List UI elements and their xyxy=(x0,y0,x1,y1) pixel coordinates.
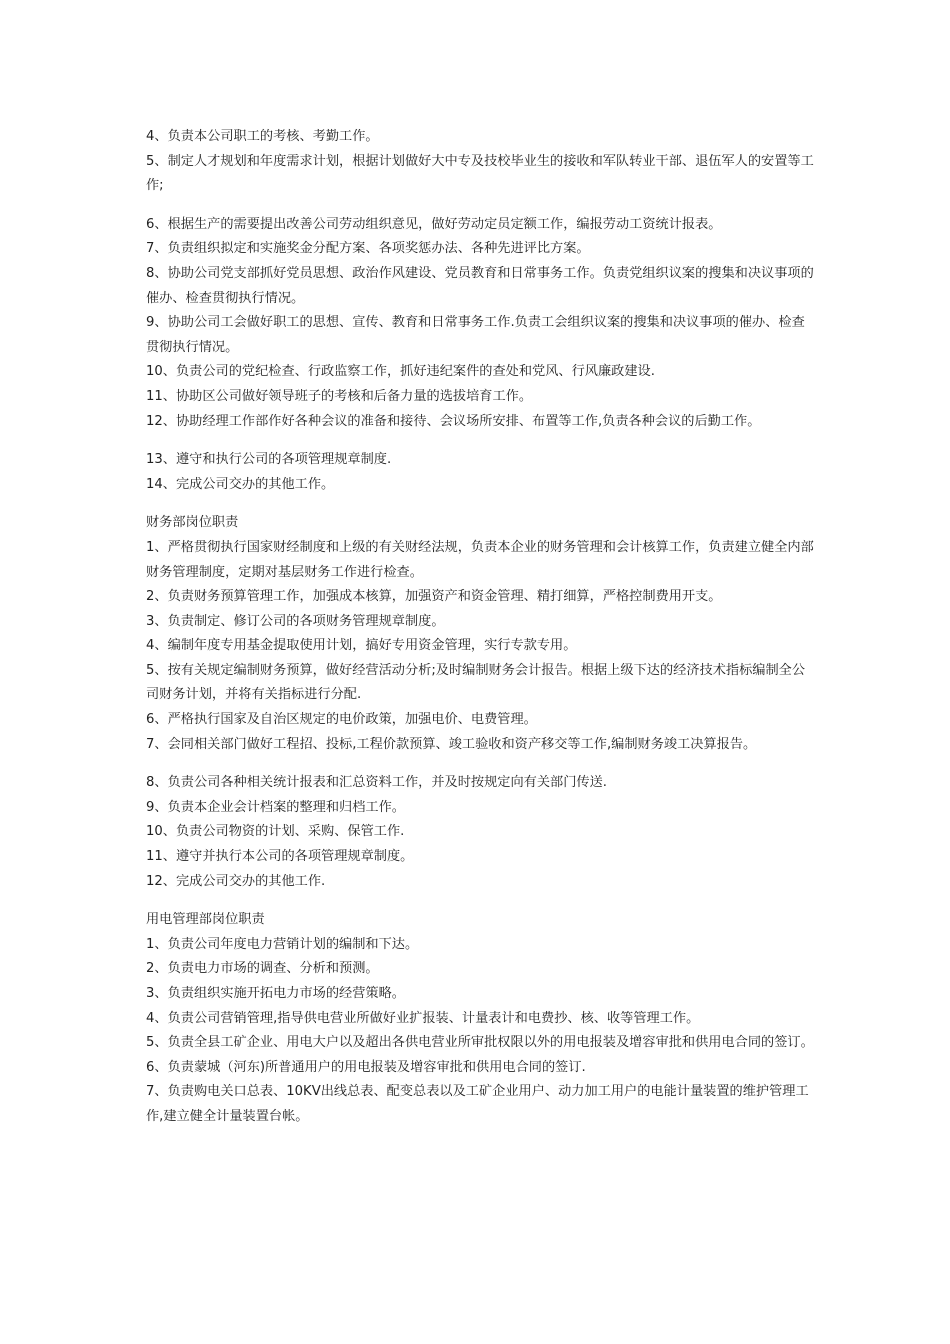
section-title: 用电管理部岗位职责 xyxy=(146,912,265,928)
paragraph-gap xyxy=(146,199,816,213)
power-duties-section xyxy=(146,908,816,1129)
list-item: 3、负责制定、修订公司的各项财务管理规章制度。 xyxy=(146,613,445,629)
list-item: 12、协助经理工作部作好各种会议的准备和接待、会议场所安排、布置等工作,负责各种会议的后勤工作。 xyxy=(146,413,761,429)
list-item: 2、负责财务预算管理工作，加强成本核算，加强资产和资金管理、精打细算，严格控制费用开支。 xyxy=(146,589,722,605)
list-item: 7、负责组织拟定和实施奖金分配方案、各项奖惩办法、各种先进评比方案。 xyxy=(146,241,590,257)
paragraph-gap xyxy=(146,434,816,448)
list-item: 7、会同相关部门做好工程招、投标,工程价款预算、竣工验收和资产移交等工作,编制财务竣工决算报告。 xyxy=(146,736,757,752)
list-item: 7、负责购电关口总表、10KV出线总表、配变总表以及工矿企业用户、动力加工用户的电能计量装置的维护管理工作,建立健全计量装置台帐。 xyxy=(146,1084,809,1124)
list-item: 11、协助区公司做好领导班子的考核和后备力量的选拔培育工作。 xyxy=(146,388,533,404)
list-item: 6、根据生产的需要提出改善公司劳动组织意见，做好劳动定员定额工作，编报劳动工资统计报表。 xyxy=(146,216,722,232)
list-item: 8、协助公司党支部抓好党员思想、政治作风建设、党员教育和日常事务工作。负责党组织议案的搜集和决议事项的催办、检查贯彻执行情况。 xyxy=(146,265,814,306)
list-item: 12、完成公司交办的其他工作. xyxy=(146,873,326,889)
list-item: 8、负责公司各种相关统计报表和汇总资料工作，并及时按规定向有关部门传送. xyxy=(146,775,607,791)
list-item: 11、遵守并执行本公司的各项管理规章制度。 xyxy=(146,849,414,865)
section-title: 财务部岗位职责 xyxy=(146,515,239,531)
finance-duties-section xyxy=(146,511,816,894)
list-item: 2、负责电力市场的调查、分析和预测。 xyxy=(146,961,379,977)
list-item: 4、负责公司营销管理,指导供电营业所做好业扩报装、计量表计和电费抄、核、收等管理工作。 xyxy=(146,1010,700,1026)
list-item: 1、严格贯彻执行国家财经制度和上级的有关财经法规，负责本企业的财务管理和会计核算工作，负责建立健全内部财务管理制度，定期对基层财务工作进行检查。 xyxy=(146,539,814,580)
list-item: 13、遵守和执行公司的各项管理规章制度. xyxy=(146,452,392,468)
list-item: 14、完成公司交办的其他工作。 xyxy=(146,476,335,492)
list-item: 10、负责公司的党纪检查、行政监察工作，抓好违纪案件的查处和党风、行风廉政建设. xyxy=(146,364,655,380)
section-gap xyxy=(146,497,816,511)
list-item: 9、负责本企业会计档案的整理和归档工作。 xyxy=(146,799,405,815)
paragraph-gap xyxy=(146,757,816,771)
document-page xyxy=(146,125,816,1130)
list-item: 6、负责蒙城（河东)所普通用户的用电报装及增容审批和供用电合同的签订. xyxy=(146,1059,586,1075)
hr-duties-section xyxy=(146,125,816,497)
list-item: 4、负责本公司职工的考核、考勤工作。 xyxy=(146,129,379,144)
list-item: 1、负责公司年度电力营销计划的编制和下达。 xyxy=(146,936,419,952)
list-item: 5、负责全县工矿企业、用电大户以及超出各供电营业所审批权限以外的用电报装及增容审批和供用电合同的签订。 xyxy=(146,1035,814,1051)
section-gap xyxy=(146,894,816,908)
list-item: 6、严格执行国家及自治区规定的电价政策，加强电价、电费管理。 xyxy=(146,712,537,728)
list-item: 5、按有关规定编制财务预算，做好经营活动分析;及时编制财务会计报告。根据上级下达的经济技术指标编制全公司财务计划，并将有关指标进行分配. xyxy=(146,662,806,703)
list-item: 10、负责公司物资的计划、采购、保管工作. xyxy=(146,824,405,840)
list-item: 9、协助公司工会做好职工的思想、宣传、教育和日常事务工作.负责工会组织议案的搜集和决议事项的催办、检查贯彻执行情况。 xyxy=(146,315,805,355)
list-item: 3、负责组织实施开拓电力市场的经营策略。 xyxy=(146,986,405,1001)
list-item: 5、制定人才规划和年度需求计划，根据计划做好大中专及技校毕业生的接收和军队转业干部、退伍军人的安置等工作; xyxy=(146,153,814,194)
list-item: 4、编制年度专用基金提取使用计划，搞好专用资金管理，实行专款专用。 xyxy=(146,638,577,654)
